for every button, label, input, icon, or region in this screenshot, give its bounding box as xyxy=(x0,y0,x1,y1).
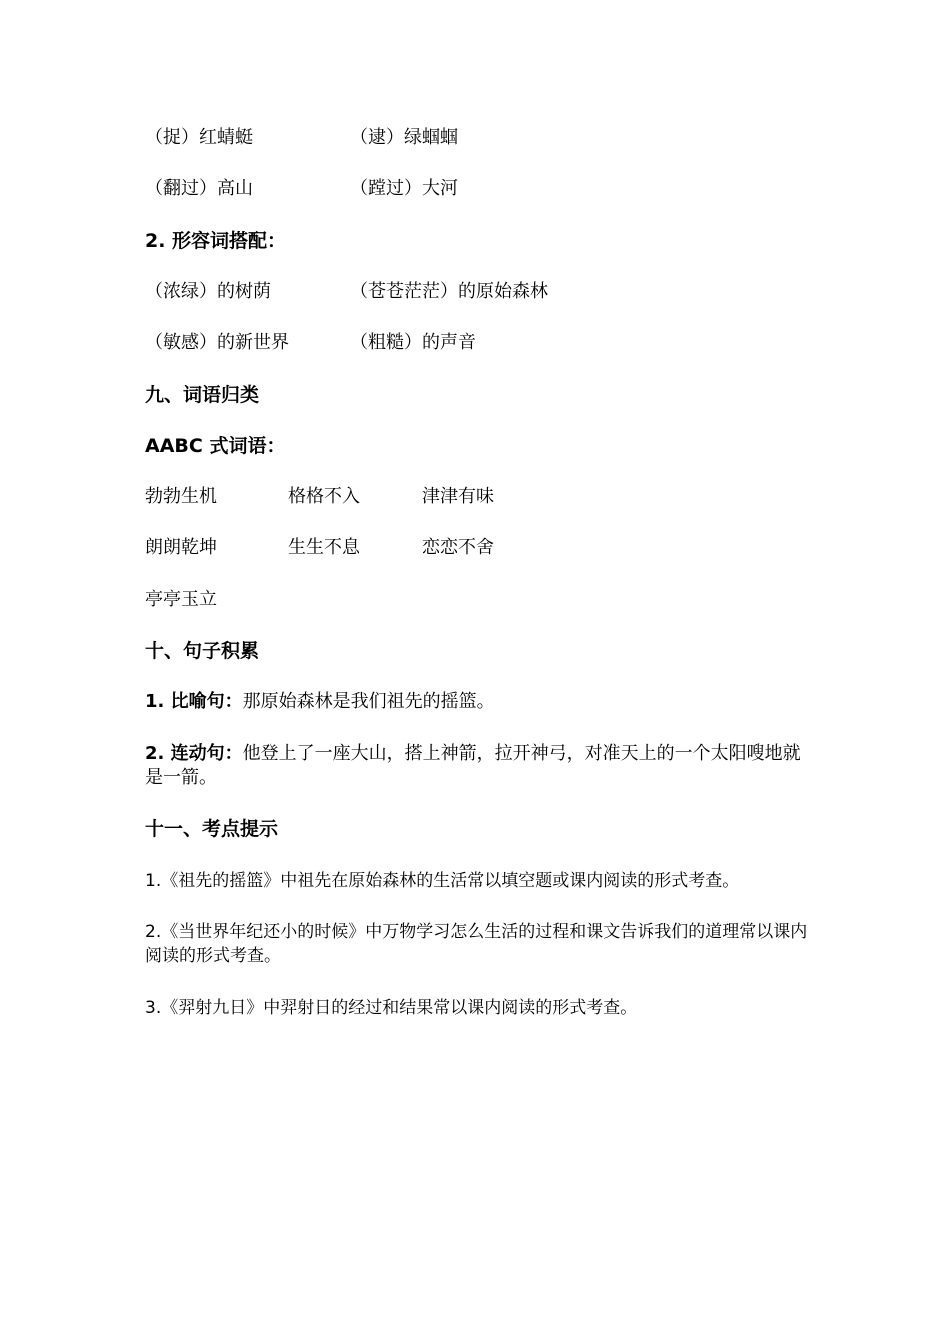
word-item: 朗朗乾坤 xyxy=(145,537,217,558)
adj-pair: （粗糙）的声音 xyxy=(350,332,476,353)
verb-pair: （蹚过）大河 xyxy=(350,178,458,199)
word-item: 勃勃生机 xyxy=(145,486,217,507)
section-9-title: 九、词语归类 xyxy=(145,384,260,406)
sentence-serial-verb-text: 他登上了一座大山，搭上神箭，拉开神弓，对准天上的一个太阳嗖地就是一箭。 xyxy=(145,743,801,788)
sentence-simile-label: 1. 比喻句： xyxy=(145,691,243,712)
sentence-serial-verb xyxy=(145,742,815,790)
sentence-serial-verb-label: 2. 连动句： xyxy=(145,743,243,764)
verb-pair: （逮）绿蝈蝈 xyxy=(350,127,458,148)
section-10-title: 十、句子积累 xyxy=(145,640,260,662)
adj-pair: （苍苍茫茫）的原始森林 xyxy=(350,281,548,302)
section-9-subheading: AABC 式词语： xyxy=(145,435,286,457)
word-item: 生生不息 xyxy=(288,537,360,558)
sentence-simile xyxy=(145,690,815,714)
adjective-heading: 2. 形容词搭配： xyxy=(145,230,287,252)
word-item: 恋恋不舍 xyxy=(422,537,494,558)
verb-pair: （翻过）高山 xyxy=(145,178,253,199)
verb-pair: （捉）红蜻蜓 xyxy=(145,127,253,148)
exam-tip: 1.《祖先的摇篮》中祖先在原始森林的生活常以填空题或课内阅读的形式考查。 xyxy=(145,871,740,891)
exam-tip: 2.《当世界年纪还小的时候》中万物学习怎么生活的过程和课文告诉我们的道理常以课内阅读的形式考查。 xyxy=(145,922,808,966)
section-11-title: 十一、考点提示 xyxy=(145,818,279,840)
adj-pair: （敏感）的新世界 xyxy=(145,332,289,353)
sentence-simile-text: 那原始森林是我们祖先的摇篮。 xyxy=(242,691,495,712)
exam-tip: 3.《羿射九日》中羿射日的经过和结果常以课内阅读的形式考查。 xyxy=(145,998,638,1018)
word-item: 津津有味 xyxy=(422,486,494,507)
adj-pair: （浓绿）的树荫 xyxy=(145,281,271,302)
word-item: 亭亭玉立 xyxy=(145,589,217,610)
word-item: 格格不入 xyxy=(288,486,360,507)
